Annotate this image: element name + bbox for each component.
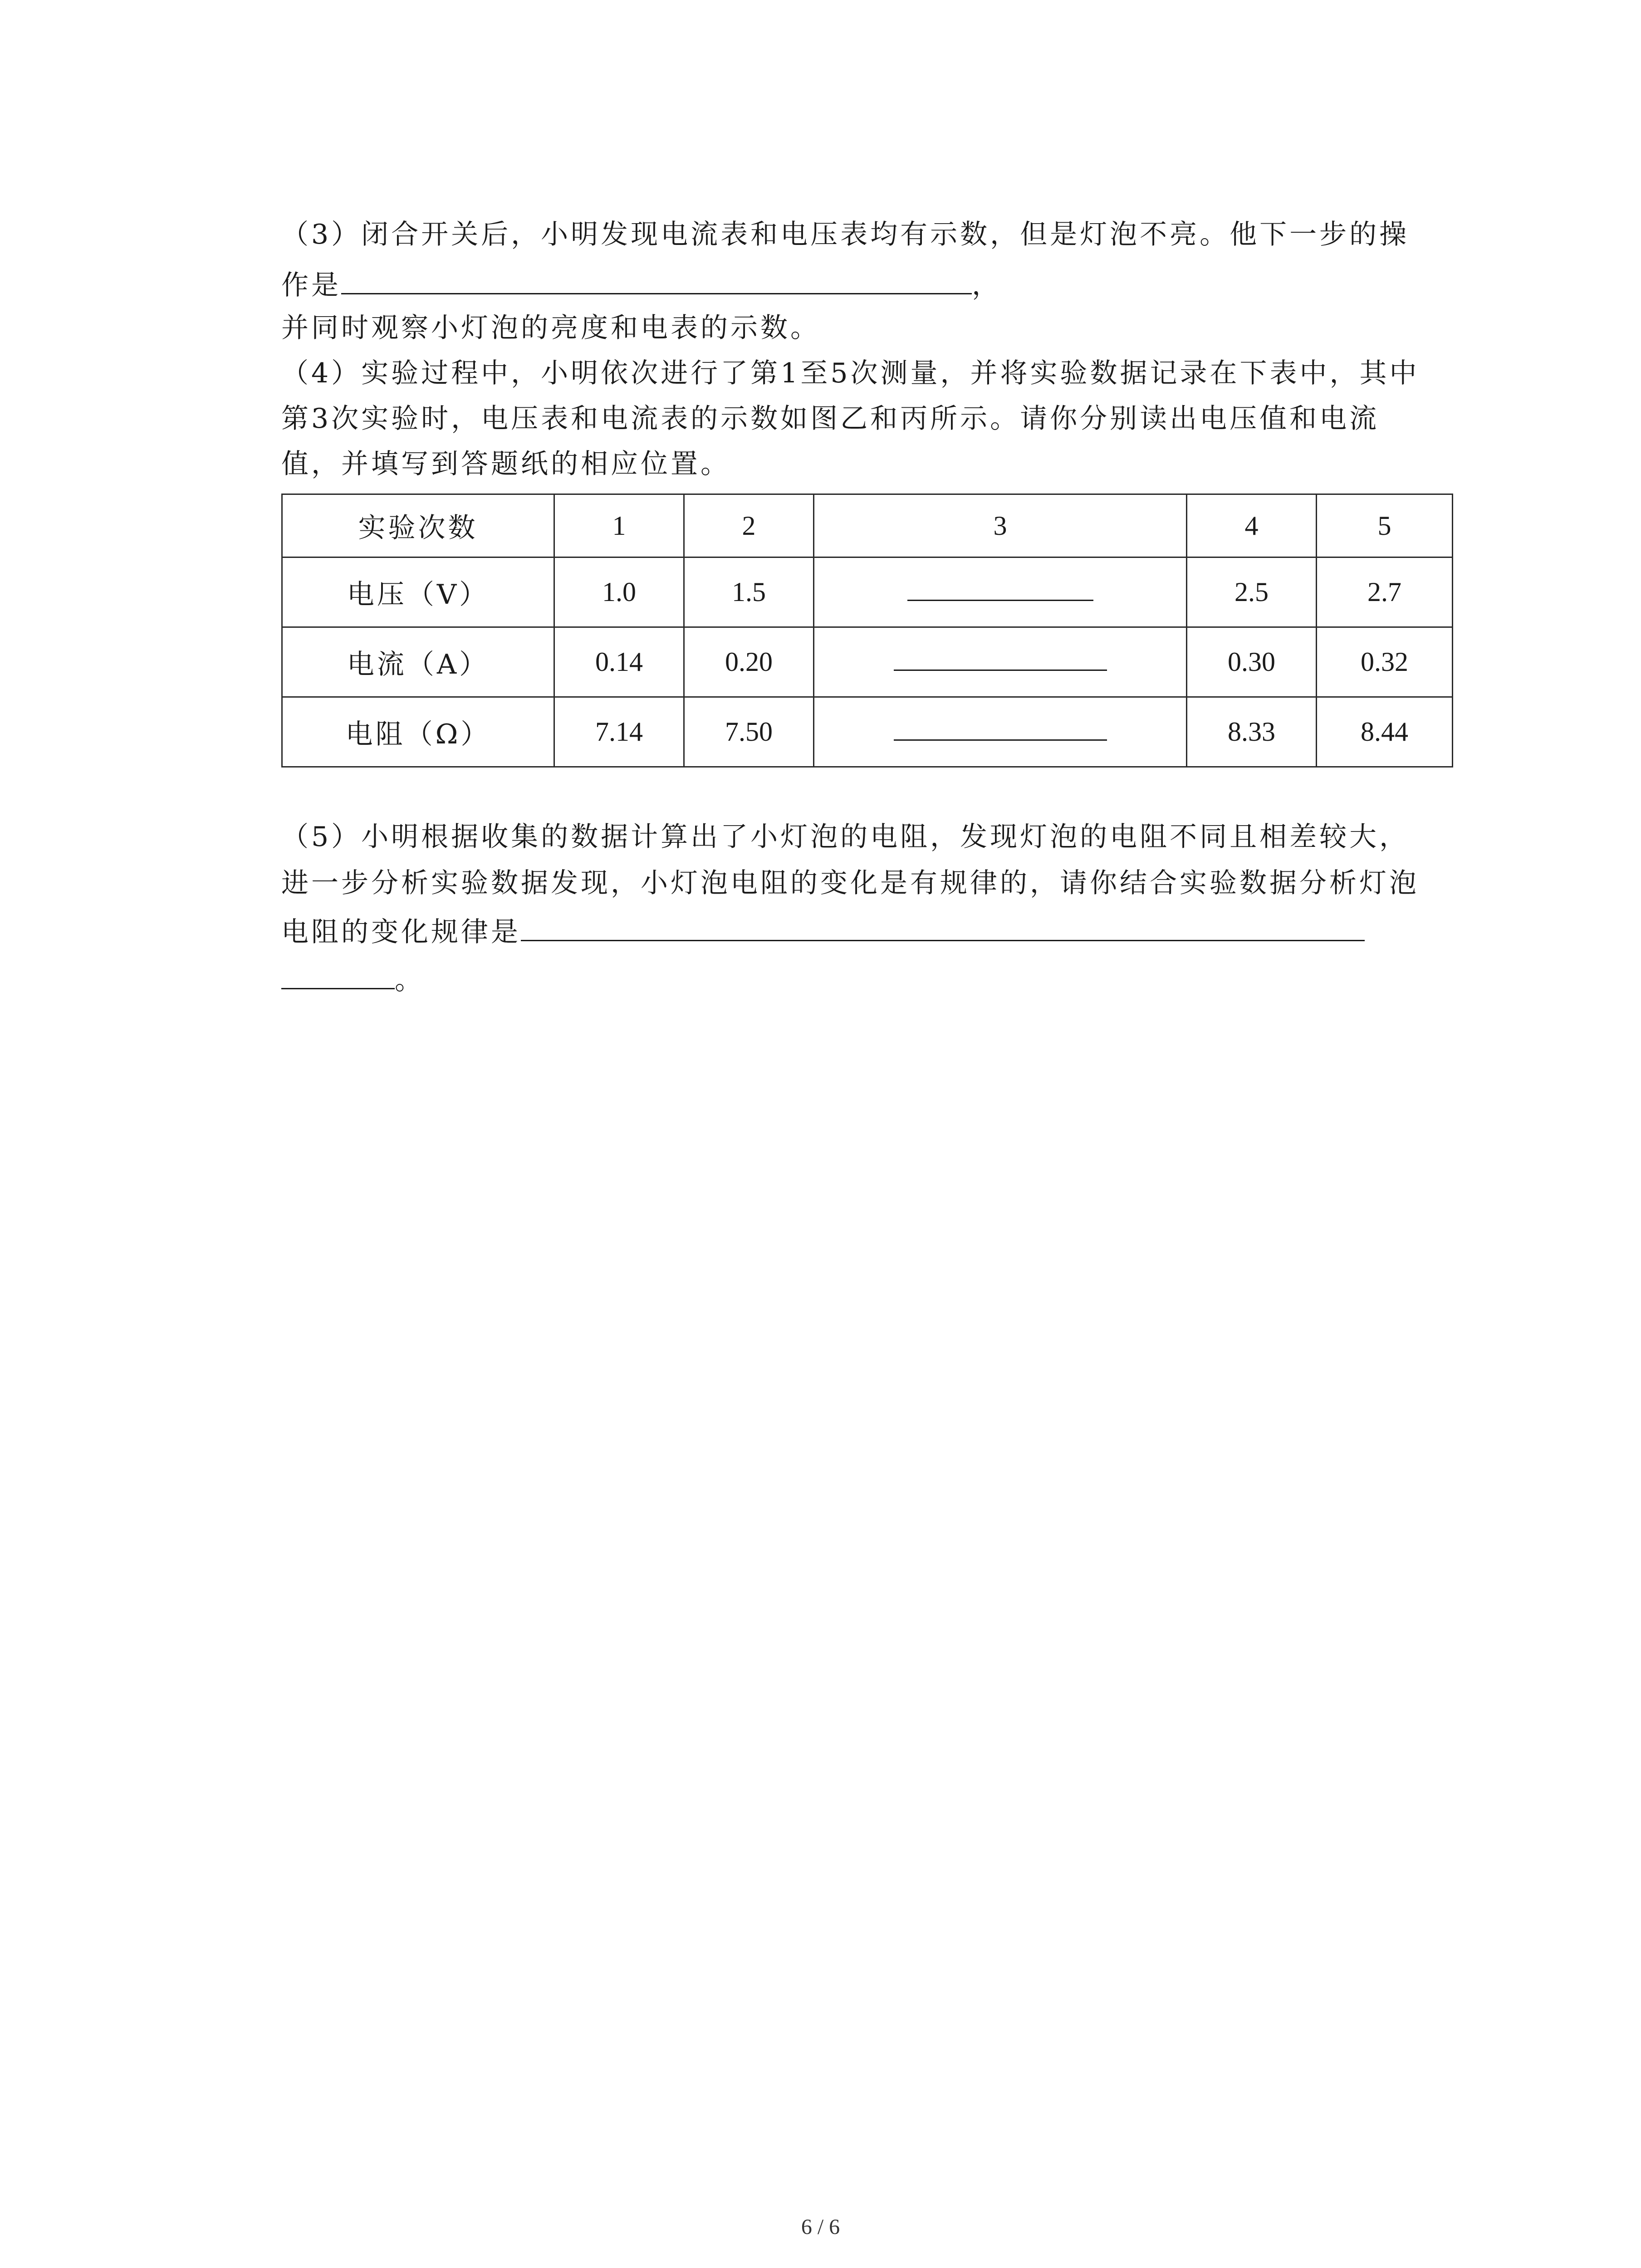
current-answer-cell[interactable] [814,627,1187,697]
q5-answer-blank-continued[interactable] [281,962,395,989]
experiment-table [281,494,1453,767]
q3-answer-blank[interactable] [341,267,972,294]
row-label-current: 电流（A） [282,627,554,697]
table-row-resistance [282,697,1453,767]
table-cell: 0.14 [554,627,684,697]
q4-line3: 值，并填写到答题纸的相应位置。 [281,448,730,480]
q4-line1: （4）实验过程中，小明依次进行了第1至5次测量，并将实验数据记录在下表中，其中 [281,357,1420,389]
table-row-current [282,627,1453,697]
q5-line4-suffix: 。 [395,964,425,996]
voltage-answer-cell[interactable] [814,557,1187,627]
row-label-voltage: 电压（V） [282,557,554,627]
q5-line3-prefix: 电阻的变化规律是 [281,916,521,948]
header-cell: 2 [684,494,814,557]
table-cell: 2.5 [1187,557,1317,627]
header-cell: 5 [1317,494,1453,557]
table-cell: 1.5 [684,557,814,627]
table-cell: 8.33 [1187,697,1317,767]
q5-line3 [281,914,1365,948]
table-cell: 0.30 [1187,627,1317,697]
table-row-voltage [282,557,1453,627]
header-cell: 4 [1187,494,1317,557]
q3-line3: 并同时观察小灯泡的亮度和电表的示数。 [281,312,820,344]
table-cell: 2.7 [1317,557,1453,627]
q3-line2-suffix: ， [972,269,1002,301]
table-header-row [282,494,1453,557]
table-cell: 8.44 [1317,697,1453,767]
resistance-answer-cell[interactable] [814,697,1187,767]
q3-line1: （3）闭合开关后，小明发现电流表和电压表均有示数，但是灯泡不亮。他下一步的操 [281,219,1410,250]
table-cell: 7.50 [684,697,814,767]
current-answer-blank[interactable] [894,651,1107,671]
row-label-resistance: 电阻（Ω） [282,697,554,767]
q3-line2-prefix: 作是 [281,269,341,301]
q4-line2: 第3次实验时，电压表和电流表的示数如图乙和丙所示。请你分别读出电压值和电流 [281,403,1380,435]
table-cell: 1.0 [554,557,684,627]
q3-line2 [281,267,1002,301]
q5-answer-blank[interactable] [521,914,1365,941]
table-cell: 0.32 [1317,627,1453,697]
page-number: 6 / 6 [801,2215,840,2239]
table-cell: 7.14 [554,697,684,767]
voltage-answer-blank[interactable] [907,582,1093,601]
resistance-answer-blank[interactable] [894,721,1107,741]
table-cell: 0.20 [684,627,814,697]
header-trial-label: 实验次数 [282,494,554,557]
q5-line1: （5）小明根据收集的数据计算出了小灯泡的电阻，发现灯泡的电阻不同且相差较大， [281,821,1410,853]
header-cell: 1 [554,494,684,557]
header-cell: 3 [814,494,1187,557]
q5-line4 [281,962,425,996]
q5-line2: 进一步分析实验数据发现，小灯泡电阻的变化是有规律的，请你结合实验数据分析灯泡 [281,867,1419,899]
